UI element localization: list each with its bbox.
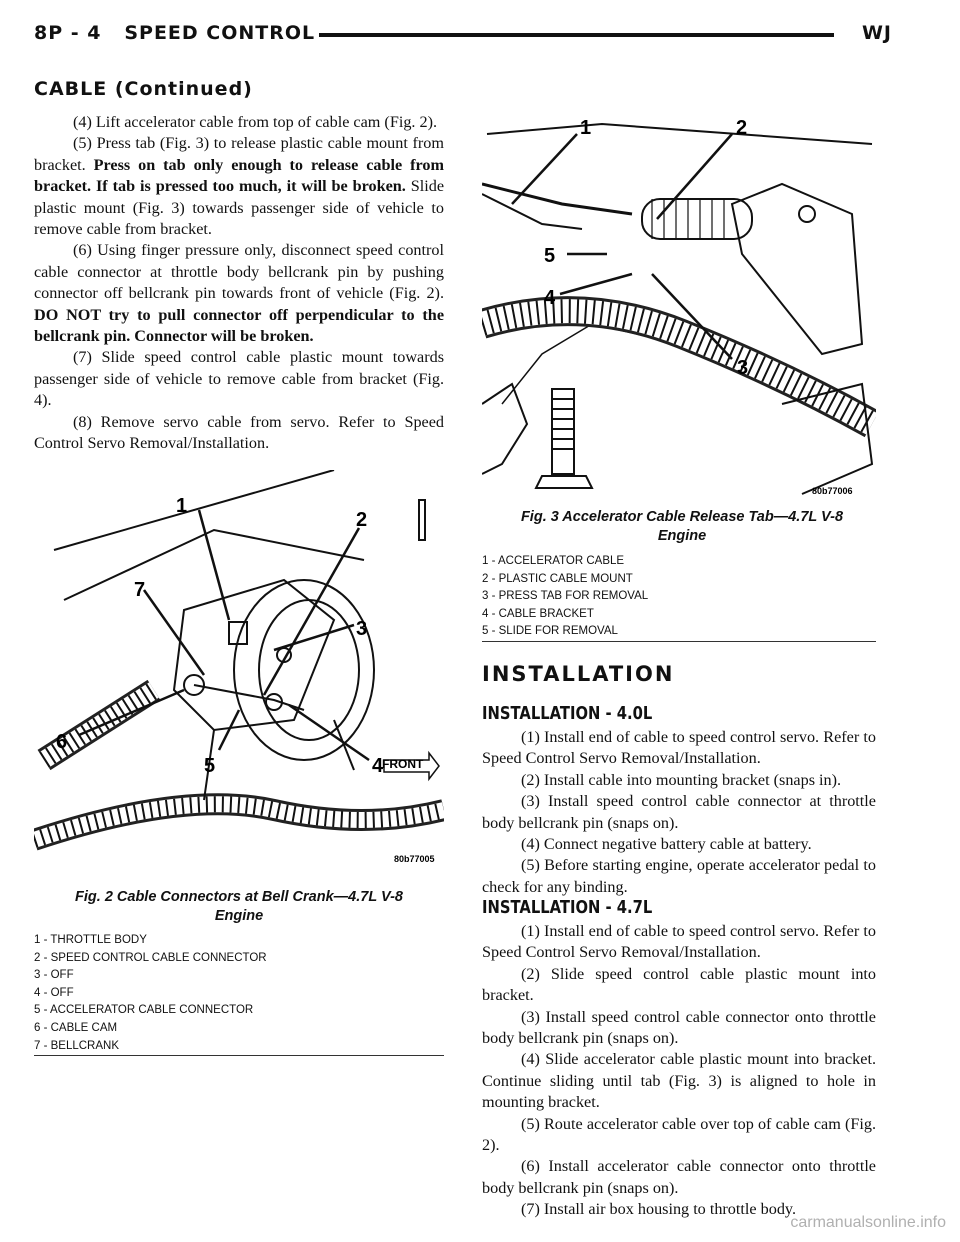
fig2-legend	[34, 932, 444, 1055]
fig2-legend-item: 2 - SPEED CONTROL CABLE CONNECTOR	[34, 951, 267, 964]
front-label: FRONT	[382, 757, 424, 771]
install-4-7l-step: (6) Install accelerator cable connector onto throttle body bellcrank pin (snaps on).	[482, 1157, 876, 1197]
fig3-callout-4: 4	[544, 287, 556, 309]
fig2-legend-item: 1 - THROTTLE BODY	[34, 934, 147, 946]
fig2-caption: Fig. 2 Cable Connectors at Bell Crank—4.7L V-8 Engine	[75, 889, 403, 924]
install-4-0l-step: (2) Install cable into mounting bracket (snaps in).	[521, 770, 842, 789]
install-4-7l-step: (1) Install end of cable to speed control servo. Refer to Speed Control Servo Removal/Installation.	[482, 922, 876, 962]
fig2-code: 80b77005	[394, 854, 435, 864]
installation-4-7l-heading: INSTALLATION - 4.7L	[482, 897, 653, 918]
install-4-7l-step: (7) Install air box housing to throttle body.	[521, 1200, 796, 1219]
fig3-legend-item: 3 - PRESS TAB FOR REMOVAL	[482, 590, 649, 603]
installation-4-7l-steps	[482, 921, 876, 1221]
fig2-legend-item: 5 - ACCELERATOR CABLE CONNECTOR	[34, 1004, 254, 1017]
fig2-callout-3: 3	[356, 618, 368, 640]
fig2-callout-5: 5	[204, 755, 216, 777]
installation-heading: INSTALLATION	[482, 662, 675, 686]
step-5: (5) Press tab (Fig. 3) to release plastic cable mount from bracket. Press on tab only enough to release cable from bracket. If tab is pressed too much, it will be broken. Slide plastic mount (Fig. 3) towards passenger side of vehicle to remove cable from bracket.	[34, 134, 444, 239]
fig3-caption: Fig. 3 Accelerator Cable Release Tab—4.7L V-8 Engine	[520, 509, 844, 544]
fig2-callout-6: 6	[56, 731, 68, 753]
fig2-callout-2: 2	[356, 509, 368, 531]
installation-4-0l-steps	[482, 727, 876, 898]
fig3-legend-item: 1 - ACCELERATOR CABLE	[482, 555, 625, 567]
model-code: WJ	[861, 22, 892, 44]
fig3-legend-item: 5 - SLIDE FOR REMOVAL	[482, 625, 618, 638]
watermark: carmanualsonline.info	[790, 1214, 946, 1231]
fig3-divider	[482, 641, 876, 642]
step-8: (8) Remove servo cable from servo. Refer to Speed Control Servo Removal/Installation.	[34, 412, 444, 453]
fig2-callout-4: 4	[372, 755, 384, 777]
fig3-callout-5: 5	[544, 245, 556, 267]
fig3-callout-2: 2	[736, 117, 748, 139]
fig3-legend-item: 2 - PLASTIC CABLE MOUNT	[482, 572, 633, 585]
fig3-callout-1: 1	[580, 117, 592, 139]
install-4-0l-step: (1) Install end of cable to speed control servo. Refer to Speed Control Servo Removal/Installation.	[482, 728, 876, 768]
removal-steps	[34, 112, 444, 455]
fig2-illustration	[34, 470, 444, 870]
fig3-legend-item: 4 - CABLE BRACKET	[482, 607, 594, 620]
installation-4-0l-heading: INSTALLATION - 4.0L	[482, 703, 653, 724]
fig2-divider	[34, 1055, 444, 1056]
install-4-0l-step: (4) Connect negative battery cable at battery.	[521, 835, 812, 854]
continued-title: CABLE (Continued)	[34, 78, 253, 100]
fig3-legend	[482, 553, 876, 641]
fig2-callout-7: 7	[134, 579, 146, 601]
fig3-code: 80b77006	[812, 486, 853, 496]
fig2-legend-item: 7 - BELLCRANK	[34, 1039, 120, 1052]
install-4-0l-step: (5) Before starting engine, operate accelerator pedal to check for any binding.	[482, 856, 876, 896]
header-rule	[319, 33, 834, 37]
step-6: (6) Using finger pressure only, disconnect speed control cable connector at throttle body bellcrank pin by pushing connector off bellcrank pin towards front of vehicle (Fig. 2). DO NOT try to pull connector off perpendicular to the bellcrank pin. Connector will be broken.	[34, 241, 444, 346]
fig2-legend-item: 3 - OFF	[34, 969, 74, 982]
fig2-callout-1: 1	[176, 495, 188, 517]
page-header	[34, 22, 892, 52]
install-4-7l-step: (2) Slide speed control cable plastic mount into bracket.	[482, 964, 876, 1005]
install-4-7l-step: (4) Slide accelerator cable plastic mount into bracket. Continue sliding until tab (Fig. 3) is aligned to hole in mounting bracket.	[482, 1050, 876, 1112]
fig3-callout-3: 3	[737, 357, 749, 379]
install-4-7l-step: (5) Route accelerator cable over top of cable cam (Fig. 2).	[482, 1114, 876, 1155]
step-4: (4) Lift accelerator cable from top of cable cam (Fig. 2).	[73, 113, 438, 131]
fig2-legend-item: 4 - OFF	[34, 986, 74, 999]
fig2-legend-item: 6 - CABLE CAM	[34, 1021, 118, 1034]
install-4-0l-step: (3) Install speed control cable connector at throttle body bellcrank pin (snaps on).	[482, 792, 876, 832]
install-4-7l-step: (3) Install speed control cable connector onto throttle body bellcrank pin (snaps on).	[482, 1007, 876, 1048]
page-number: 8P - 4 SPEED CONTROL	[34, 22, 316, 44]
fig3-illustration	[482, 104, 876, 506]
step-7: (7) Slide speed control cable plastic mount towards passenger side of vehicle to remove cable from bracket (Fig. 4).	[34, 348, 444, 410]
